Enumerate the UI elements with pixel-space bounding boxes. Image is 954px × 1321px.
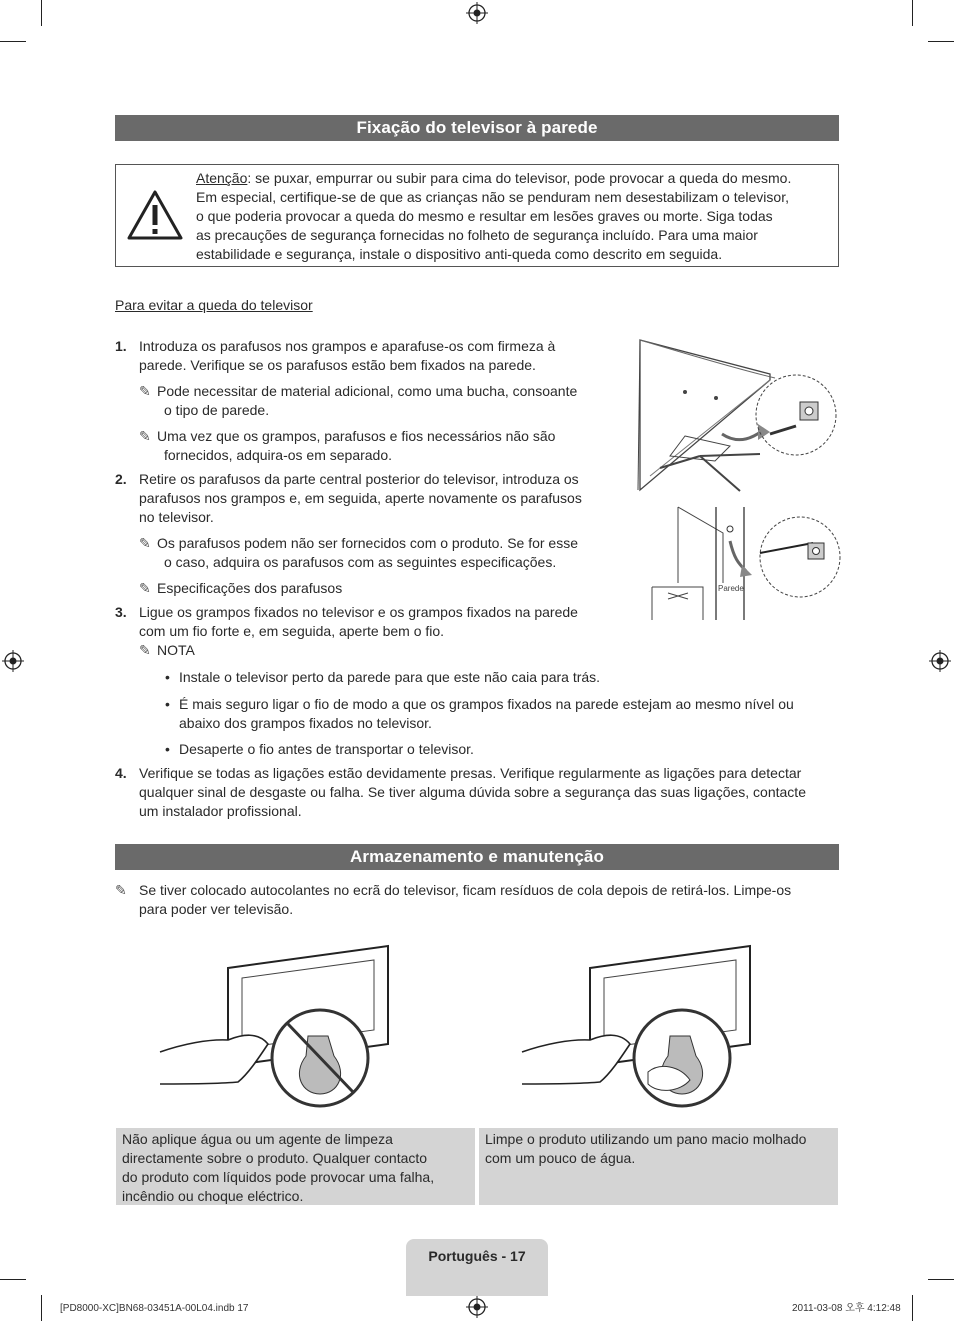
bullet-item: • xyxy=(165,669,170,685)
no-spray-illustration xyxy=(158,944,398,1114)
step-number: 4. xyxy=(115,765,127,781)
note-item: ✎ Os parafusos podem não ser fornecidos com o produto. Se for esse o caso, adquira os parafusos com as seguintes especificações. xyxy=(139,535,579,570)
pencil-note-icon: ✎ xyxy=(139,535,151,551)
step-text: Verifique se todas as ligações estão devidamente presas. Verifique regularmente as ligações para detectar qualquer sinal de desgaste ou falha. Se tiver alguma dúvida sobre a segurança das suas ligações, contacte um instalador profissional. xyxy=(139,765,806,819)
crop-mark xyxy=(0,1279,26,1280)
crop-mark xyxy=(928,41,954,42)
pencil-note-icon: ✎ xyxy=(139,383,151,399)
step-text: Ligue os grampos fixados no televisor e os grampos fixados na parede com um fio forte e, em seguida, aperte bem o fio. xyxy=(139,604,578,639)
registration-mark-icon xyxy=(466,2,488,24)
pencil-note-icon: ✎ xyxy=(139,642,151,658)
step-number: 1. xyxy=(115,338,127,354)
warning-triangle-icon xyxy=(126,189,184,241)
section-title-storage-maintenance: Armazenamento e manutenção xyxy=(115,844,839,870)
file-info: [PD8000-XC]BN68-03451A-00L04.indb 17 xyxy=(60,1303,249,1314)
storage-note: ✎ Se tiver colocado autocolantes no ecrã do televisor, ficam resíduos de cola depois de retirá-los. Limpe-os para poder ver televisão. xyxy=(115,882,792,917)
wall-label: Parede xyxy=(718,584,744,593)
registration-mark-icon xyxy=(2,650,24,672)
step-number: 2. xyxy=(115,471,127,487)
bullet-item: • xyxy=(165,696,170,712)
bullet-text: Desaperte o fio antes de transportar o televisor. xyxy=(179,741,474,757)
step-number: 3. xyxy=(115,604,127,620)
tv-bracket-illustration xyxy=(630,336,842,496)
warning-box xyxy=(115,164,839,267)
step-text: Introduza os parafusos nos grampos e aparafuse-os com firmeza à parede. Verifique se os parafusos estão bem fixados na parede. xyxy=(139,338,556,373)
subheading: Para evitar a queda do televisor xyxy=(115,297,313,313)
section-title-wall-mounting: Fixação do televisor à parede xyxy=(115,115,839,141)
bullet-text: É mais seguro ligar o fio de modo a que os grampos fixados na parede estejam ao mesmo nível ou abaixo dos grampos fixados no televisor. xyxy=(179,696,794,731)
crop-mark xyxy=(41,0,42,26)
note-item: ✎ Pode necessitar de material adicional, como uma bucha, consoante o tipo de parede. xyxy=(139,383,578,418)
note-item: ✎ Especificações dos parafusos xyxy=(139,580,343,596)
pencil-note-icon: ✎ xyxy=(115,882,127,898)
bullet-item: • xyxy=(165,741,170,757)
step-text: Retire os parafusos da parte central posterior do televisor, introduza os parafusos nos grampos e, em seguida, aperte novamente os parafusos no televisor. xyxy=(139,471,582,525)
warning-text: Atenção: se puxar, empurrar ou subir para cima do televisor, pode provocar a queda do mesmo. Em especial, certifique-se de que as crianças não se penduram nem desestabilizam o televisor, o que poderia provocar a queda do mesmo e resultar em lesões graves ou morte. Siga todas as precauções de segurança fornecidas no folheto de segurança incluído. Para uma maior estabilidade e segurança, instale o dispositivo anti-queda como descrito em seguida. xyxy=(196,170,792,262)
wall-bracket-illustration xyxy=(648,503,842,620)
crop-mark xyxy=(928,1279,954,1280)
crop-mark xyxy=(41,1295,42,1321)
caution-cell: Não aplique água ou um agente de limpeza directamente sobre o produto. Qualquer contacto do produto com líquidos pode provocar uma falha, incêndio ou choque eléctrico. xyxy=(116,1128,475,1205)
registration-mark-icon xyxy=(466,1296,488,1318)
pencil-note-icon: ✎ xyxy=(139,580,151,596)
pencil-note-icon: ✎ xyxy=(139,428,151,444)
date-info: 2011-03-08 오후 4:12:48 xyxy=(792,1303,901,1314)
instruction-cell: Limpe o produto utilizando um pano macio molhado com um pouco de água. xyxy=(479,1128,838,1205)
page-number-tab: Português - 17 xyxy=(406,1239,548,1296)
bullet-text: Instale o televisor perto da parede para que este não caia para trás. xyxy=(179,669,601,685)
crop-mark xyxy=(912,0,913,26)
cloth-cleaning-illustration xyxy=(520,944,760,1114)
crop-mark xyxy=(0,41,26,42)
note-item: ✎ Uma vez que os grampos, parafusos e fios necessários não são fornecidos, adquira-os em separado. xyxy=(139,428,556,463)
registration-mark-icon xyxy=(929,650,951,672)
crop-mark xyxy=(912,1295,913,1321)
nota-label: ✎ NOTA xyxy=(139,642,195,658)
warning-label: Atenção xyxy=(196,170,248,186)
